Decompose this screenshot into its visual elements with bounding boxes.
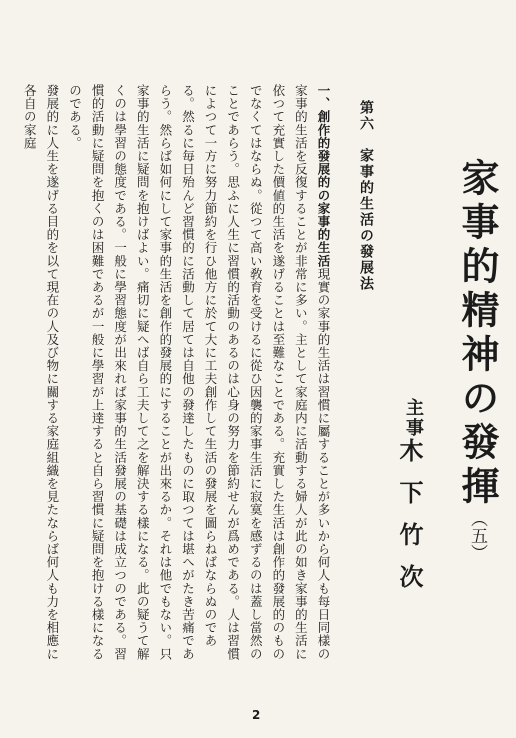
body-paragraph-2: 發展的に人生を遂げる目的を以て現在の人及び物に關する家庭組織を見たならば何人も力を相應に各自の家庭 <box>22 84 60 661</box>
body-paragraph-1: 現實の家事的生活は習慣に屬することが多いから何人も每日同樣の家事的生活を反復することが非常に多い。主として家庭内に活動する婦人が此の如き家事的生活に依つて充實した價値的生活を遂げることは至難なことである。充實した生活は創作的發展的のものでなくてはならぬ。從つて高い敎育を受けるに從ひ因襲的家事生活に寂寞を感ずるのは蓋し當然のことであらう。思ふに人生に習慣的活動のあるのは心身の努力を節約せんが爲めである。人は習慣によつて一方に努力節約を行ひ他方に於て大に工夫創作して生活の發展を圖らねばならぬのである。然るに毎日殆んど習慣的に活動して居ては自他の發達したものに取つては堪へがたき苦痛であらう。然らば如何にして家事的生活を創作的發展的にすることが出來るか。それは他でもない。只家事的生活に疑問を抱けばよい。痛切に疑へば自ら工夫して之を解決する樣になる。此の疑うて解くのは學習の態度である。一般に學習態度が出來れば家事的生活發展の基礎は成立つのである。習慣的活動に疑問を抱くのは困難であるが一般に學習が上達すると自ら習慣に疑問を抱ける樣になるのである。 <box>67 84 331 661</box>
section-heading: 第六 家事的生活の發展法 <box>358 100 374 292</box>
issue-number: （五） <box>467 510 487 561</box>
article-body <box>14 84 334 670</box>
article-title: 家事的精神の發揮 <box>455 158 500 510</box>
author-role: 主事 <box>403 398 424 438</box>
page-number: 2 <box>252 708 261 722</box>
body-lead-heading: 一、創作的發展的の家事的生活 <box>316 84 331 268</box>
author-name: 木下竹次 <box>395 438 424 606</box>
